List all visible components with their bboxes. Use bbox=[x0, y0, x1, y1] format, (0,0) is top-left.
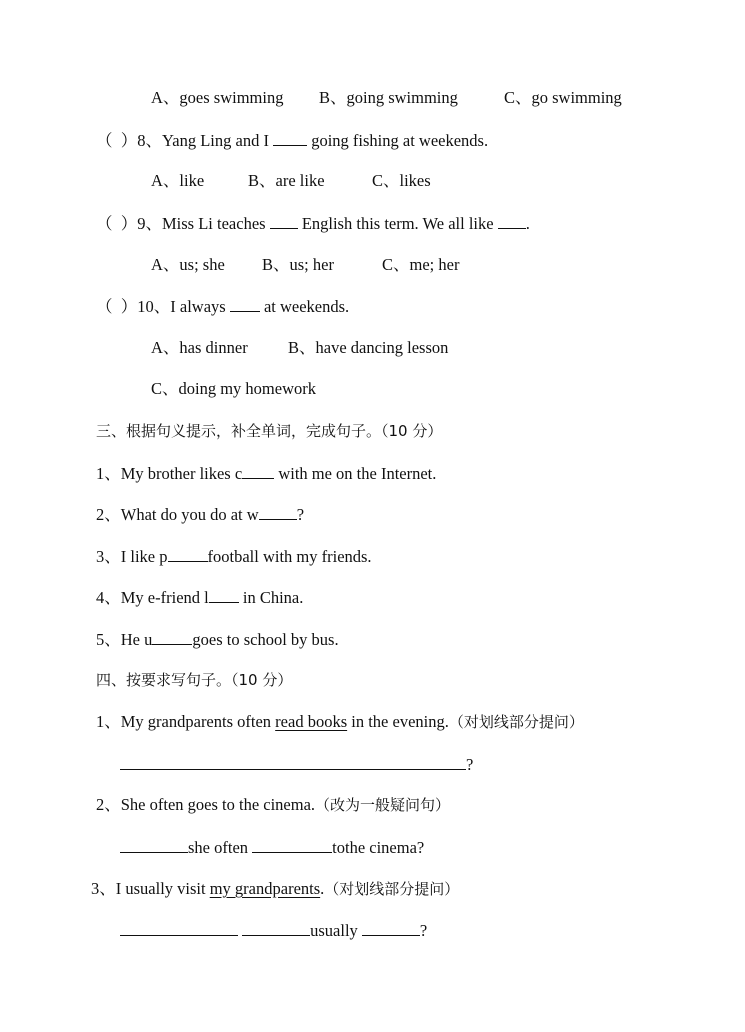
q8-option-a: A、like bbox=[151, 171, 205, 190]
question-text: English this term. We all like bbox=[301, 214, 494, 233]
blank bbox=[498, 213, 526, 229]
instruction-hint: （改为一般疑问句） bbox=[315, 796, 451, 814]
answer-paren: （ ） bbox=[96, 297, 138, 316]
item-text: with me on the Internet. bbox=[278, 464, 437, 483]
item-number: 3、 bbox=[91, 879, 116, 898]
item-text: My grandparents often bbox=[120, 712, 272, 731]
s4-answer-1 bbox=[120, 754, 473, 775]
item-text: She often goes to the cinema. bbox=[120, 795, 316, 814]
answer-word: usually bbox=[310, 921, 358, 940]
question-10 bbox=[96, 296, 349, 317]
question-number: 10、 bbox=[137, 297, 171, 316]
item-text: goes to school by bus. bbox=[192, 630, 339, 649]
underlined-phrase: read books bbox=[275, 712, 348, 731]
q7-option-a: A、goes swimming bbox=[151, 88, 284, 107]
answer-line bbox=[362, 920, 420, 936]
blank bbox=[242, 463, 274, 479]
item-number: 1、 bbox=[96, 712, 121, 731]
q7-option-c: C、go swimming bbox=[504, 88, 622, 107]
question-text: . bbox=[525, 214, 530, 233]
s4-answer-3 bbox=[120, 920, 427, 941]
question-text: Miss Li teaches bbox=[162, 214, 266, 233]
s3-item-1 bbox=[96, 463, 436, 484]
answer-line bbox=[242, 920, 310, 936]
blank bbox=[230, 296, 260, 312]
underlined-phrase: my grandparents bbox=[209, 879, 321, 898]
blank bbox=[168, 546, 208, 562]
s4-question-1 bbox=[96, 712, 584, 732]
item-text: He u bbox=[120, 630, 153, 649]
item-text: football with my friends. bbox=[207, 547, 372, 566]
q9-option-a: A、us; she bbox=[151, 255, 225, 274]
s3-item-4 bbox=[96, 587, 303, 608]
answer-word: she often bbox=[188, 838, 249, 857]
item-number: 3、 bbox=[96, 547, 121, 566]
item-text: ? bbox=[296, 505, 305, 524]
s3-item-2 bbox=[96, 504, 304, 525]
q7-option-b: B、going swimming bbox=[319, 88, 458, 107]
q10-option-c: C、doing my homework bbox=[151, 379, 316, 398]
blank bbox=[152, 629, 192, 645]
section-3-heading: 三、根据句义提示，补全单词，完成句子。（10 分） bbox=[96, 422, 443, 440]
instruction-hint: （对划线部分提问） bbox=[448, 713, 584, 731]
item-text: My e-friend l bbox=[120, 588, 209, 607]
answer-punct: ? bbox=[419, 921, 428, 940]
answer-punct: ? bbox=[466, 755, 474, 774]
question-number: 9、 bbox=[137, 214, 162, 233]
question-8 bbox=[96, 130, 488, 151]
item-text: I like p bbox=[120, 547, 168, 566]
question-text: I always bbox=[170, 297, 226, 316]
answer-line bbox=[120, 754, 466, 770]
item-number: 5、 bbox=[96, 630, 121, 649]
answer-line bbox=[252, 837, 332, 853]
answer-paren: （ ） bbox=[96, 214, 138, 233]
item-number: 4、 bbox=[96, 588, 121, 607]
answer-line bbox=[120, 920, 238, 936]
item-number: 2、 bbox=[96, 795, 121, 814]
item-text: My brother likes c bbox=[120, 464, 243, 483]
question-number: 8、 bbox=[137, 131, 162, 150]
q10-option-b: B、have dancing lesson bbox=[288, 338, 449, 357]
q9-option-b: B、us; her bbox=[262, 255, 334, 274]
q10-option-a: A、has dinner bbox=[151, 338, 248, 357]
item-text: What do you do at w bbox=[120, 505, 259, 524]
blank bbox=[273, 130, 307, 146]
blank bbox=[259, 504, 297, 520]
item-text: . bbox=[320, 879, 325, 898]
q8-option-b: B、are like bbox=[248, 171, 325, 190]
answer-paren: （ ） bbox=[96, 131, 138, 150]
q9-option-c: C、me; her bbox=[382, 255, 460, 274]
s3-item-3 bbox=[96, 546, 372, 567]
answer-word: tothe cinema? bbox=[332, 838, 425, 857]
item-number: 1、 bbox=[96, 464, 121, 483]
item-number: 2、 bbox=[96, 505, 121, 524]
item-text: in China. bbox=[242, 588, 304, 607]
instruction-hint: （对划线部分提问） bbox=[324, 880, 460, 898]
blank bbox=[270, 213, 298, 229]
s3-item-5 bbox=[96, 629, 339, 650]
blank bbox=[209, 587, 239, 603]
item-text: I usually visit bbox=[115, 879, 206, 898]
question-text: going fishing at weekends. bbox=[311, 131, 489, 150]
question-text: at weekends. bbox=[263, 297, 350, 316]
s4-question-2 bbox=[96, 795, 450, 815]
answer-line bbox=[120, 837, 188, 853]
s4-answer-2 bbox=[120, 837, 424, 858]
q8-option-c: C、likes bbox=[372, 171, 431, 190]
question-text: Yang Ling and I bbox=[162, 131, 269, 150]
s4-question-3 bbox=[91, 879, 459, 899]
section-4-heading: 四、按要求写句子。（10 分） bbox=[96, 671, 293, 689]
question-9 bbox=[96, 213, 530, 234]
item-text: in the evening. bbox=[351, 712, 449, 731]
